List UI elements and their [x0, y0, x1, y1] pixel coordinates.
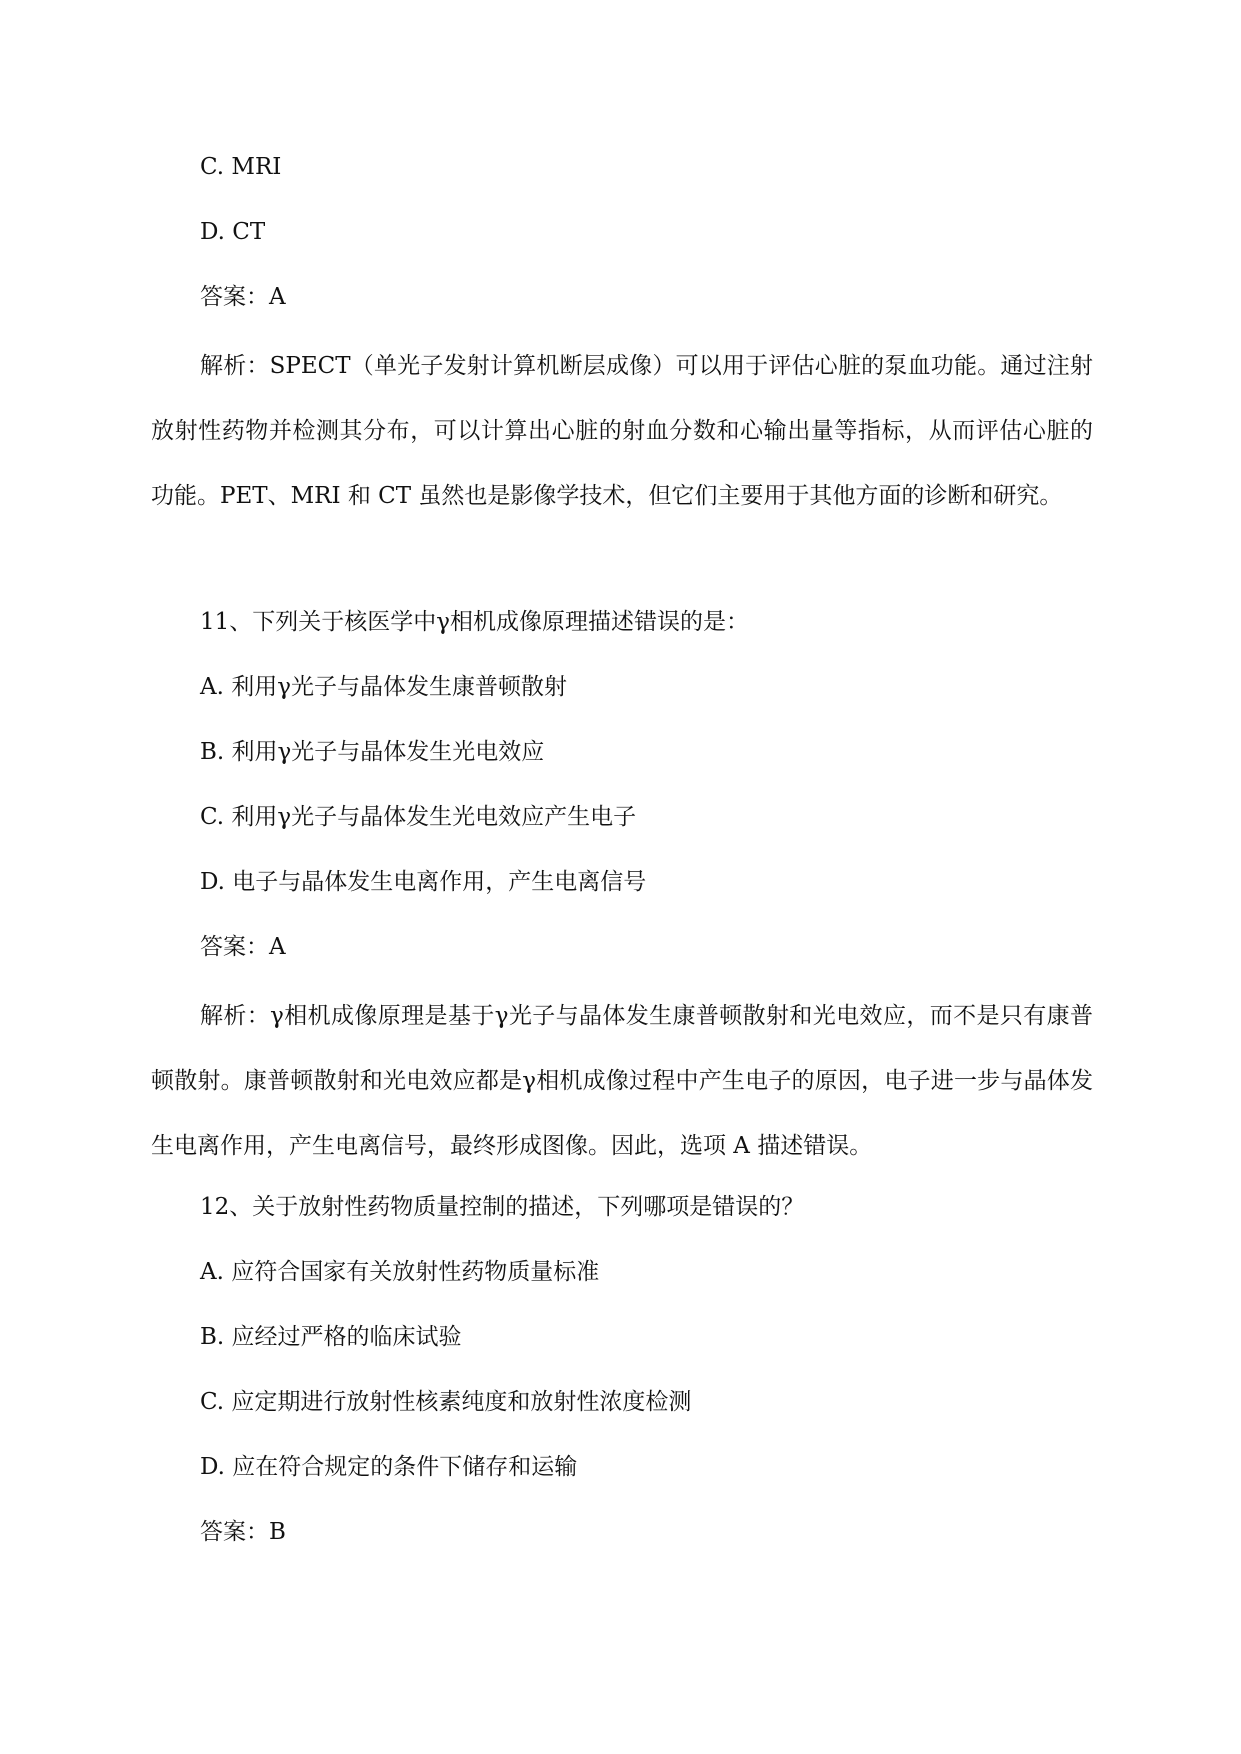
q11-option-b: B. 利用γ光子与晶体发生光电效应: [200, 739, 545, 765]
q11-option-a: A. 利用γ光子与晶体发生康普顿散射: [200, 674, 567, 700]
q11-question: 11、下列关于核医学中γ相机成像原理描述错误的是：: [200, 609, 750, 635]
q11-option-c: C. 利用γ光子与晶体发生光电效应产生电子: [200, 804, 637, 830]
q12-option-a: A. 应符合国家有关放射性药物质量标准: [200, 1259, 600, 1285]
q10-answer: 答案：A: [200, 284, 286, 310]
q10-analysis: 解析：SPECT（单光子发射计算机断层成像）可以用于评估心脏的泵血功能。通过注射放射性药物并检测其分布，可以计算出心脏的射血分数和心输出量等指标，从而评估心脏的功能。PET、MRI 和 CT 虽然也是影像学技术，但它们主要用于其他方面的诊断和研究。: [151, 353, 1093, 509]
q12-answer: 答案：B: [200, 1519, 286, 1545]
q12-option-d: D. 应在符合规定的条件下储存和运输: [200, 1454, 578, 1480]
q10-option-d: D. CT: [200, 219, 266, 245]
q12-question: 12、关于放射性药物质量控制的描述，下列哪项是错误的？: [200, 1194, 805, 1220]
q12-option-c: C. 应定期进行放射性核素纯度和放射性浓度检测: [200, 1389, 692, 1415]
q11-option-d: D. 电子与晶体发生电离作用，产生电离信号: [200, 869, 647, 895]
q11-answer: 答案：A: [200, 934, 286, 960]
q11-analysis: 解析：γ相机成像原理是基于γ光子与晶体发生康普顿散射和光电效应，而不是只有康普顿散射。康普顿散射和光电效应都是γ相机成像过程中产生电子的原因，电子进一步与晶体发生电离作用，产生电离信号，最终形成图像。因此，选项 A 描述错误。: [151, 1003, 1093, 1159]
q10-option-c: C. MRI: [200, 154, 282, 180]
q12-option-b: B. 应经过严格的临床试验: [200, 1324, 462, 1350]
